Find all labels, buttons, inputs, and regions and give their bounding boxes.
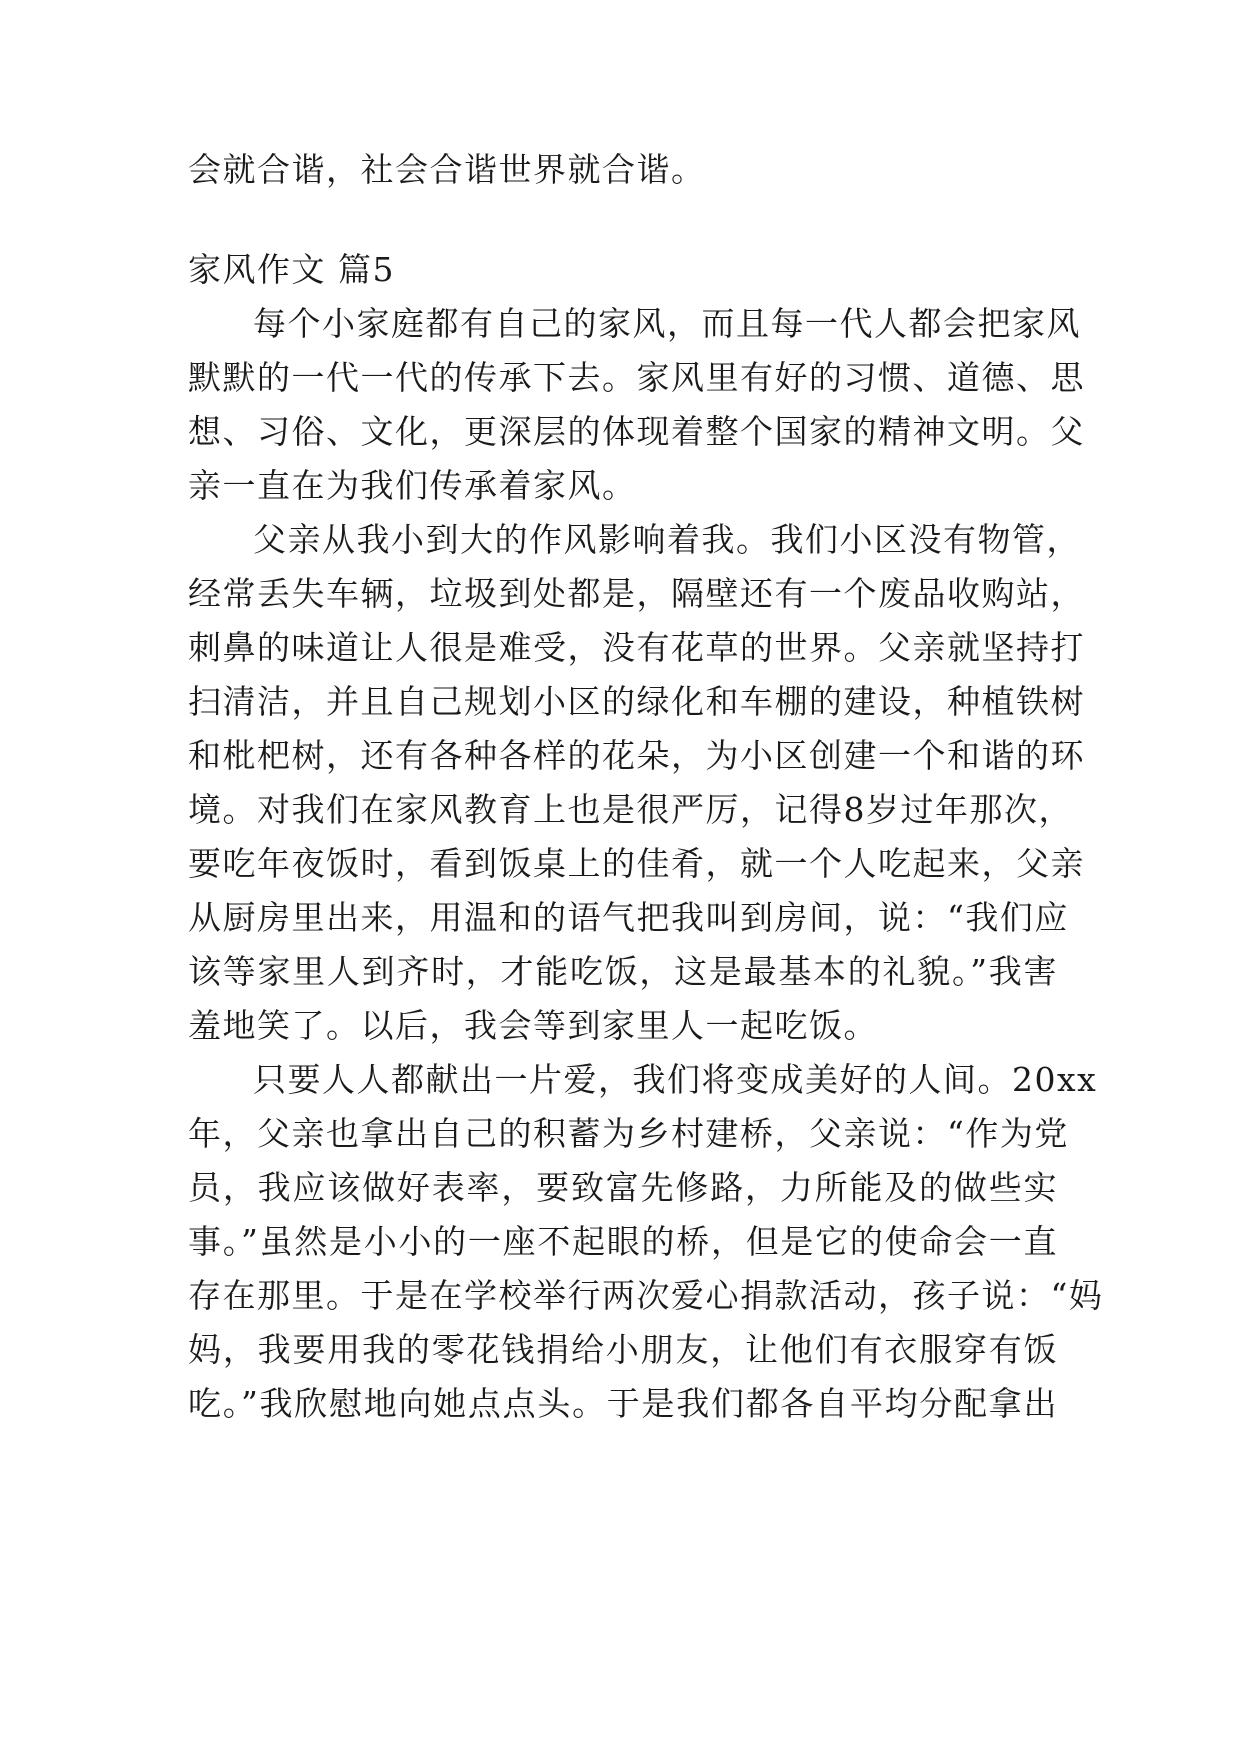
paragraph-line: 刺鼻的味道让人很是难受，没有花草的世界。父亲就坚持打 — [188, 628, 1085, 667]
paragraph-line: 事。”虽然是小小的一座不起眼的桥，但是它的使命会一直 — [188, 1222, 1058, 1261]
paragraph-line: 从厨房里出来，用温和的语气把我叫到房间，说：“我们应 — [188, 898, 1069, 937]
paragraph-line: 存在那里。于是在学校举行两次爱心捐款活动，孩子说：“妈 — [188, 1276, 1104, 1315]
paragraph-line: 亲一直在为我们传承着家风。 — [188, 466, 637, 505]
paragraph-line: 每个小家庭都有自己的家风，而且每一代人都会把家风 — [253, 304, 1081, 343]
paragraph-line: 要吃年夜饭时，看到饭桌上的佳肴，就一个人吃起来，父亲 — [188, 844, 1085, 883]
paragraph-line: 吃。”我欣慰地向她点点头。于是我们都各自平均分配拿出 — [188, 1384, 1058, 1423]
paragraph-line: 会就合谐，社会合谐世界就合谐。 — [188, 150, 706, 189]
paragraph-line: 境。对我们在家风教育上也是很严厉，记得8岁过年那次， — [188, 790, 1073, 829]
paragraph-line: 经常丢失车辆，垃圾到处都是，隔壁还有一个废品收购站， — [188, 574, 1085, 613]
paragraph-line: 只要人人都献出一片爱，我们将变成美好的人间。20xx — [253, 1060, 1098, 1099]
paragraph-line: 妈，我要用我的零花钱捐给小朋友，让他们有衣服穿有饭 — [188, 1330, 1058, 1369]
paragraph-line: 父亲从我小到大的作风影响着我。我们小区没有物管， — [253, 520, 1081, 559]
paragraph-line: 年，父亲也拿出自己的积蓄为乡村建桥，父亲说：“作为党 — [188, 1114, 1069, 1153]
paragraph-line: 默默的一代一代的传承下去。家风里有好的习惯、道德、思 — [188, 358, 1085, 397]
paragraph-line: 该等家里人到齐时，才能吃饭，这是最基本的礼貌。”我害 — [188, 952, 1058, 991]
paragraph-line: 羞地笑了。以后，我会等到家里人一起吃饭。 — [188, 1006, 878, 1045]
paragraph-line: 想、习俗、文化，更深层的体现着整个国家的精神文明。父 — [188, 412, 1085, 451]
paragraph-line: 员，我应该做好表率，要致富先修路，力所能及的做些实 — [188, 1168, 1058, 1207]
paragraph-line: 扫清洁，并且自己规划小区的绿化和车棚的建设，种植铁树 — [188, 682, 1085, 721]
paragraph-line: 和枇杷树，还有各种各样的花朵，为小区创建一个和谐的环 — [188, 736, 1085, 775]
section-heading: 家风作文 篇5 — [188, 250, 395, 289]
